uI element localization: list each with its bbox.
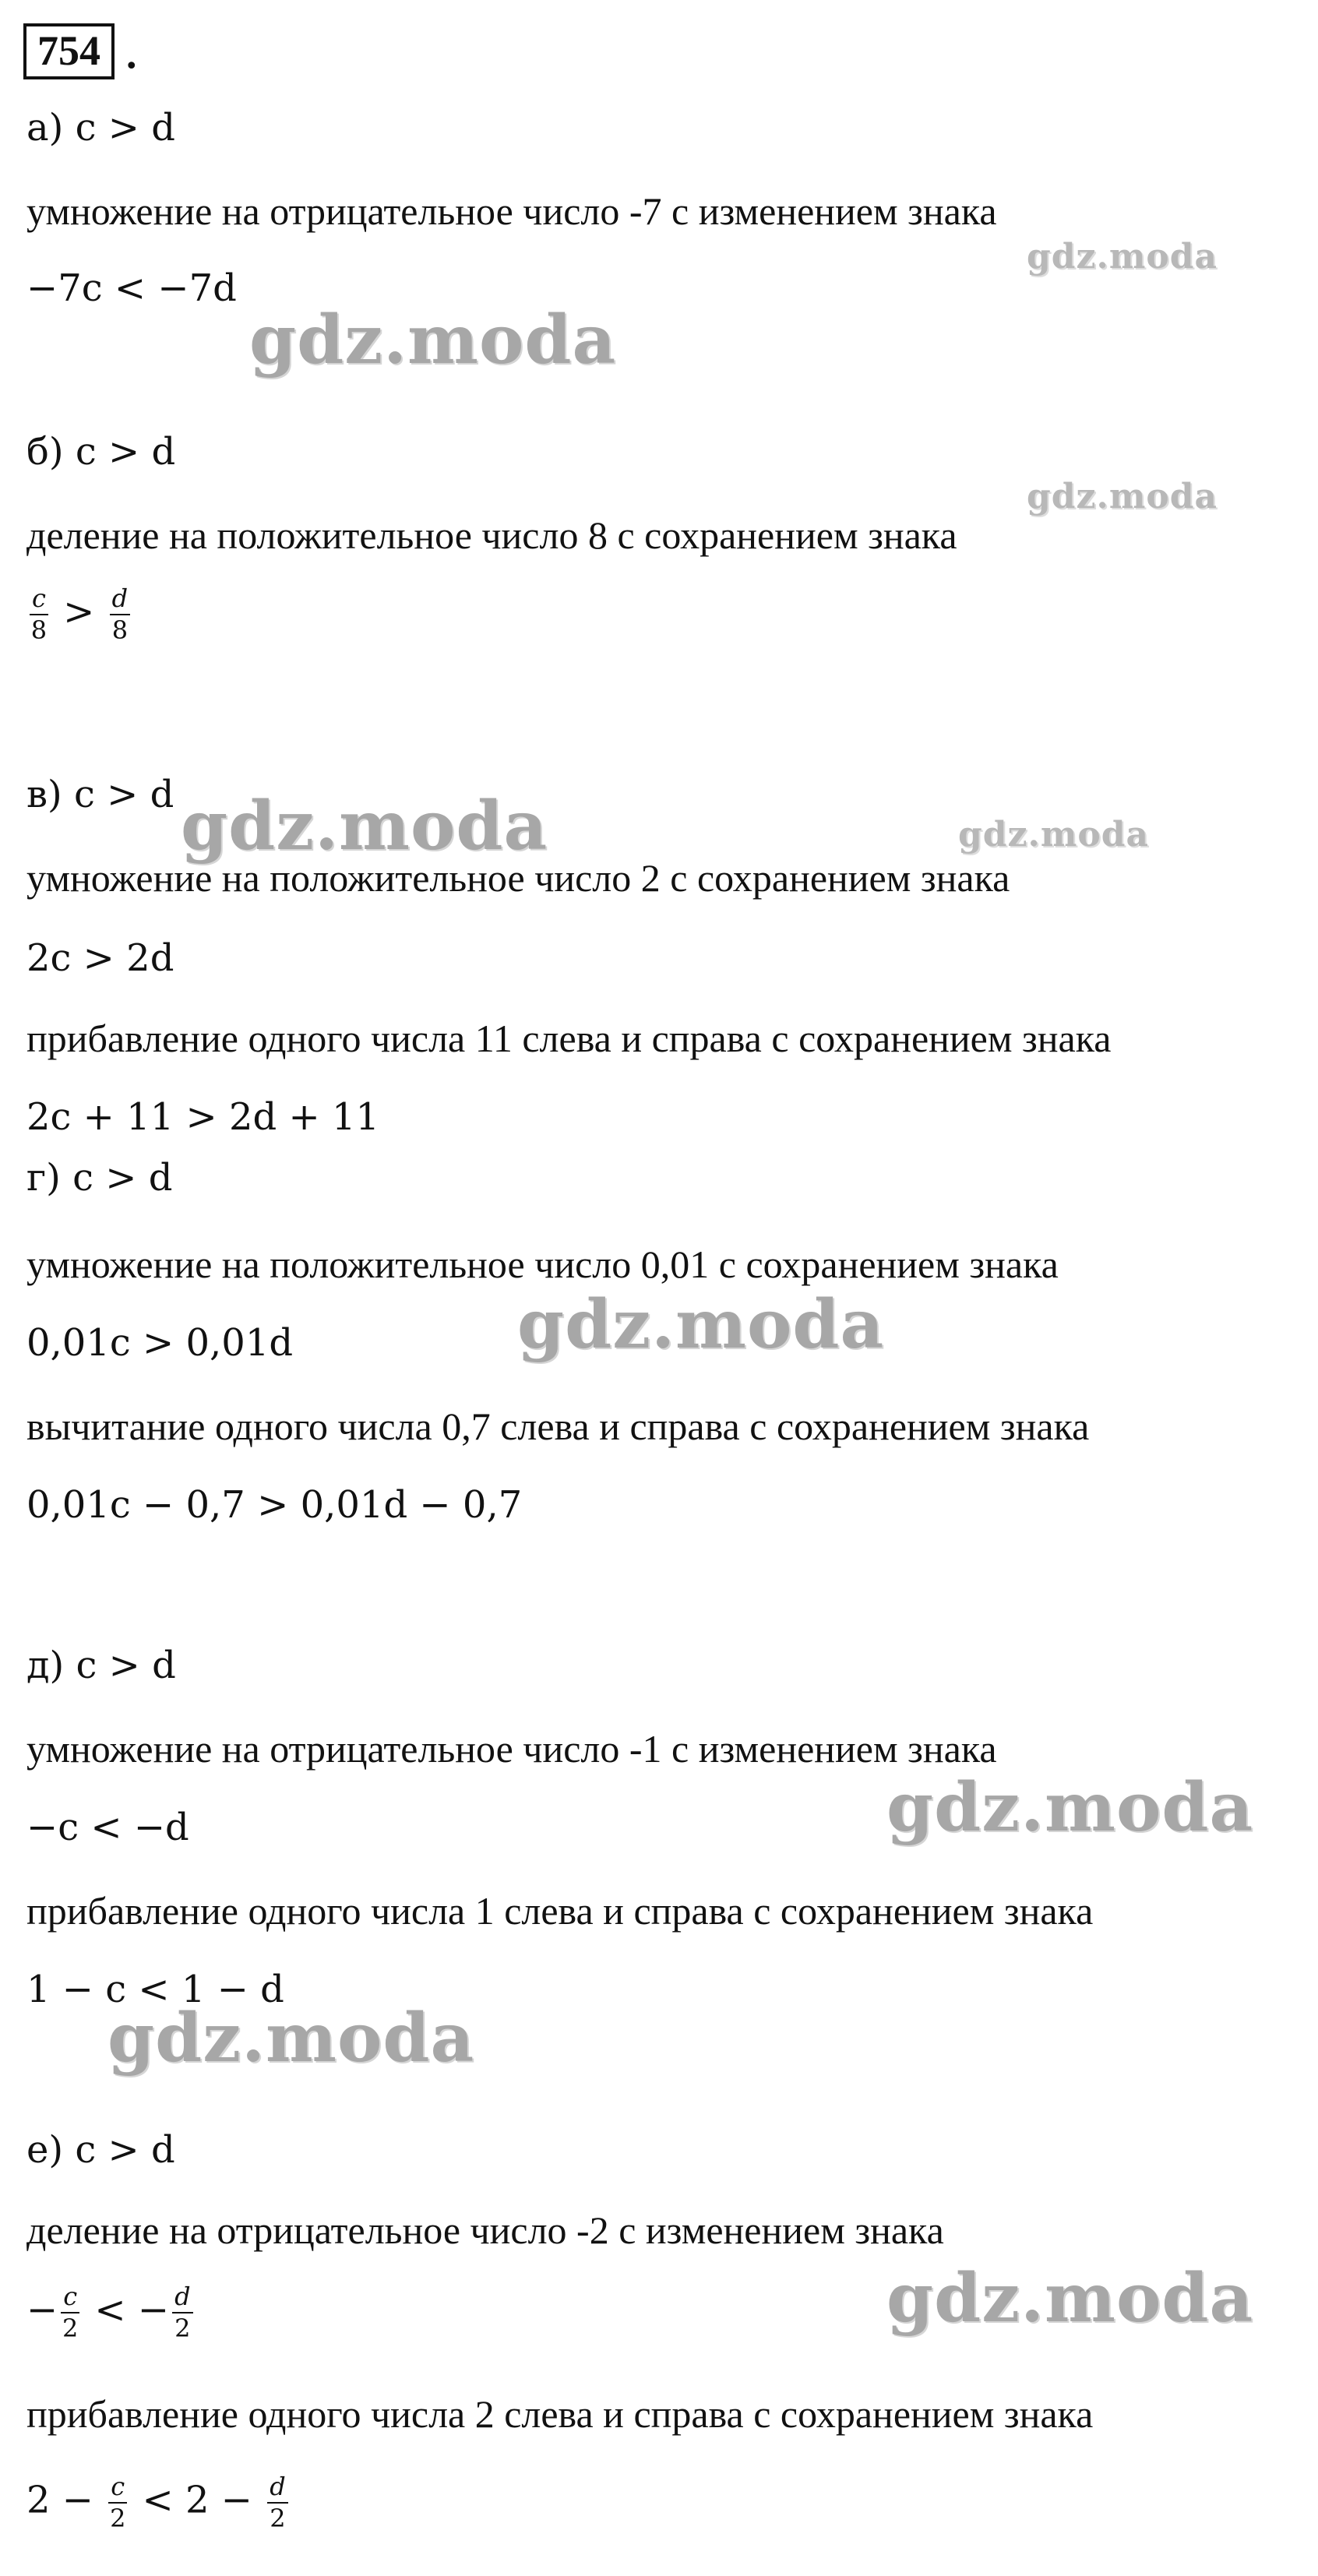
part-e-r1-prefix: − — [26, 2288, 58, 2332]
part-e-step1: деление на отрицательное число -2 с изменением знака — [26, 2208, 944, 2252]
problem-number-dot: . — [126, 30, 137, 77]
part-e-r1-frac-left — [61, 2284, 79, 2342]
watermark: gdz.moda — [886, 2259, 1254, 2338]
part-v-step2: прибавление одного числа 11 слева и справа с сохранением знака — [26, 1017, 1112, 1060]
part-d-step1: умножение на отрицательное число -1 с изменением знака — [26, 1727, 997, 1771]
part-v-step1: умножение на положительное число 2 с сохранением знака — [26, 856, 1010, 900]
part-e-r2-prefix: 2 − — [26, 2478, 106, 2522]
part-b-step1: деление на положительное число 8 с сохранением знака — [26, 513, 957, 557]
frac-denominator: 2 — [270, 2503, 286, 2533]
part-v-label: в) c > d — [26, 773, 174, 816]
part-v-result1: 2c > 2d — [26, 936, 174, 980]
watermark: gdz.moda — [517, 1285, 885, 1364]
part-g-result1: 0,01c > 0,01d — [26, 1321, 294, 1365]
part-e-step2: прибавление одного числа 2 слева и справа с сохранением знака — [26, 2392, 1094, 2436]
part-a-result1: −7c < −7d — [26, 266, 237, 310]
part-g-step1: умножение на положительное число 0,01 с сохранением знака — [26, 1242, 1059, 1286]
frac-denominator: 2 — [174, 2313, 191, 2343]
frac-denominator: 8 — [111, 615, 129, 645]
frac-denominator: 2 — [62, 2313, 79, 2343]
part-d-label: д) c > d — [26, 1644, 176, 1687]
frac-numerator: c — [61, 2284, 79, 2313]
part-e-result2 — [26, 2474, 291, 2532]
part-g-label: г) c > d — [26, 1156, 173, 1200]
part-e-r1-frac-right — [172, 2284, 192, 2342]
part-e-r2-frac-right — [267, 2474, 287, 2532]
part-e-label: е) c > d — [26, 2128, 175, 2172]
part-e-result1 — [26, 2284, 196, 2342]
part-b-frac-right — [110, 583, 130, 645]
problem-number: 754 — [23, 23, 115, 79]
part-a-label: а) c > d — [26, 106, 175, 150]
watermark: gdz.moda — [249, 301, 617, 379]
frac-numerator: d — [110, 586, 130, 615]
part-a-step1: умножение на отрицательное число -7 с изменением знака — [26, 189, 997, 233]
part-b-op: > — [51, 590, 107, 634]
part-d-result2: 1 − c < 1 − d — [26, 1968, 284, 2011]
watermark: gdz.moda — [1027, 237, 1218, 277]
watermark: gdz.moda — [181, 787, 548, 865]
part-g-step2: вычитание одного числа 0,7 слева и справа с сохранением знака — [26, 1404, 1090, 1448]
part-b-label: б) c > d — [26, 430, 176, 474]
part-b-frac-left — [30, 583, 48, 645]
frac-numerator: d — [172, 2284, 192, 2313]
part-e-r2-frac-left — [108, 2474, 127, 2532]
part-g-result2: 0,01c − 0,7 > 0,01d − 0,7 — [26, 1483, 523, 1527]
part-v-result2: 2c + 11 > 2d + 11 — [26, 1095, 380, 1139]
part-d-step2: прибавление одного числа 1 слева и справа с сохранением знака — [26, 1889, 1094, 1933]
frac-denominator: 2 — [110, 2503, 126, 2533]
frac-numerator: c — [108, 2474, 127, 2504]
part-b-result1 — [26, 583, 133, 645]
frac-numerator: d — [267, 2474, 287, 2504]
watermark: gdz.moda — [107, 1999, 475, 2077]
part-d-result1: −c < −d — [26, 1806, 189, 1849]
part-e-r2-op: < 2 − — [130, 2478, 265, 2522]
watermark: gdz.moda — [886, 1768, 1254, 1847]
frac-numerator: c — [30, 586, 48, 615]
frac-denominator: 8 — [30, 615, 48, 645]
watermark: gdz.moda — [958, 815, 1150, 855]
watermark: gdz.moda — [1027, 477, 1218, 516]
part-e-r1-op: < − — [83, 2288, 170, 2332]
